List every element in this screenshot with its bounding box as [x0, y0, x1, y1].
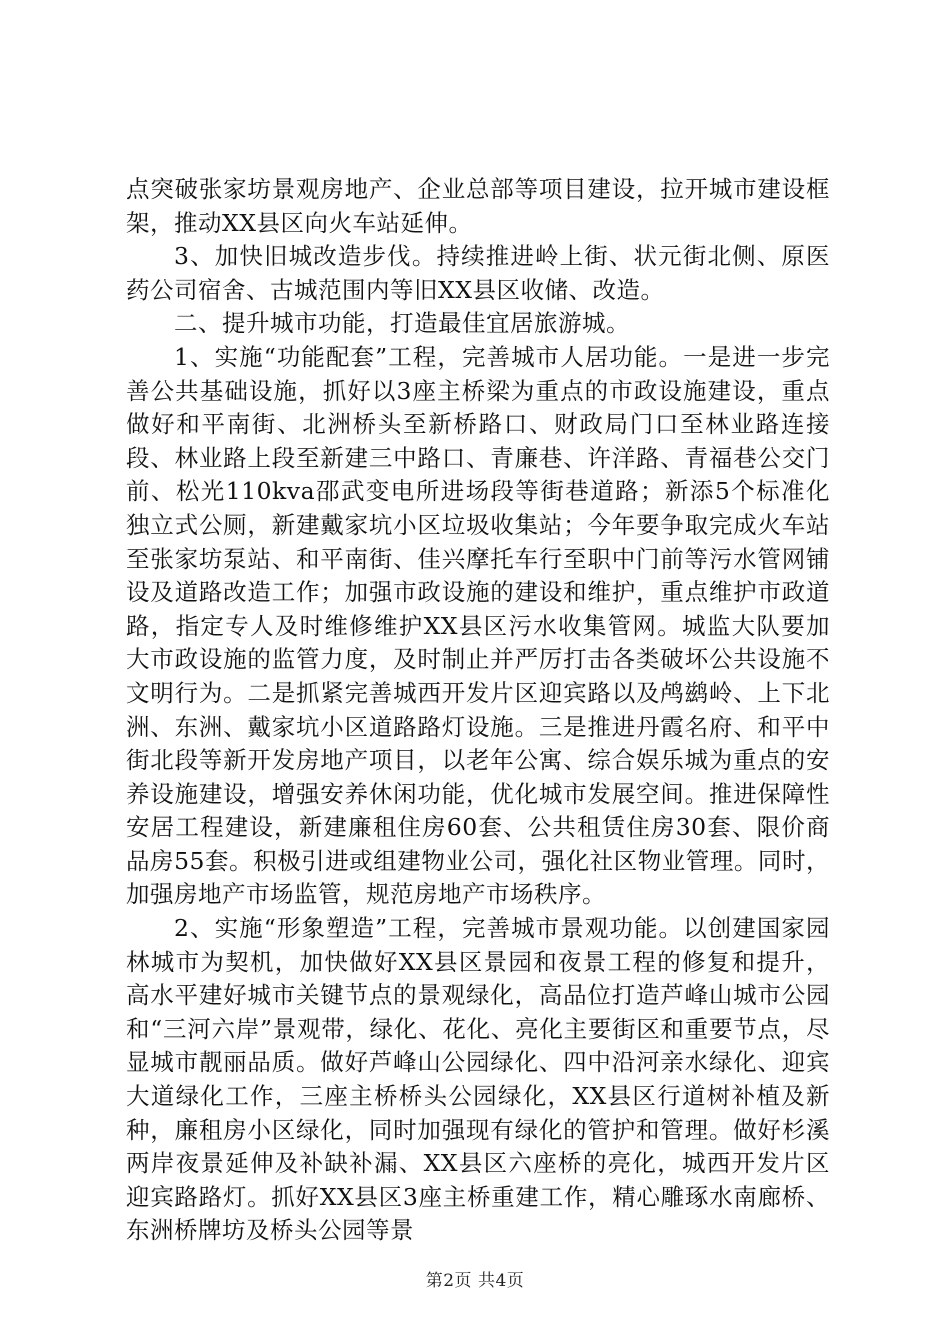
paragraph-image-shaping-project: 2、实施“形象塑造”工程，完善城市景观功能。以创建国家园林城市为契机，加快做好XX县区景园和夜景工程的修复和提升，高水平建好城市关键节点的景观绿化，高品位打造芦峰山城市公园和“三河六岸”景观带，绿化、花化、亮化主要街区和重要节点，尽显城市靓丽品质。做好芦峰山公园绿化、四中沿河亲水绿化、迎宾大道绿化工作，三座主桥桥头公园绿化，XX县区行道树补植及新种，廉租房小区绿化，同时加强现有绿化的管护和管理。做好杉溪两岸夜景延伸及补缺补漏、XX县区六座桥的亮化，城西开发片区迎宾路路灯。抓好XX县区3座主桥重建工作，精心雕琢水南廊桥、东洲桥牌坊及桥头公园等景 — [126, 914, 830, 1245]
document-body — [126, 173, 830, 1248]
paragraph-old-city-renovation: 3、加快旧城改造步伐。持续推进岭上街、状元街北侧、原医药公司宿舍、古城范围内等旧XX县区收储、改造。 — [126, 242, 830, 304]
paragraph-function-support-project: 1、实施“功能配套”工程，完善城市人居功能。一是进一步完善公共基础设施，抓好以3座主桥梁为重点的市政设施建设，重点做好和平南街、北洲桥头至新桥路口、财政局门口至林业路连接段、林业路上段至新建三中路口、青廉巷、许洋路、青福巷公交门前、松光110kva邵武变电所进场段等街巷道路；新添5个标准化独立式公厕，新建戴家坑小区垃圾收集站；今年要争取完成火车站至张家坊泵站、和平南街、佳兴摩托车行至职中门前等污水管网铺设及道路改造工作；加强市政设施的建设和维护，重点维护市政道路，指定专人及时维修维护XX县区污水收集管网。城监大队要加大市政设施的监管力度，及时制止并严厉打击各类破坏公共设施不文明行为。二是抓紧完善城西开发片区迎宾路以及鸬鹚岭、上下北洲、东洲、戴家坑小区道路路灯设施。三是推进丹霞名府、和平中街北段等新开发房地产项目，以老年公寓、综合娱乐城为重点的安养设施建设，增强安养休闲功能，优化城市发展空间。推进保障性安居工程建设，新建廉租住房60套、公共租赁住房30套、限价商品房55套。积极引进或组建物业公司，强化社区物业管理。同时，加强房地产市场监管，规范房地产市场秩序。 — [126, 342, 830, 909]
paragraph-continuation: 点突破张家坊景观房地产、企业总部等项目建设，拉开城市建设框架，推动XX县区向火车站延伸。 — [126, 175, 830, 237]
section-heading-city-function: 二、提升城市功能，打造最佳宜居旅游城。 — [174, 309, 630, 338]
page-number-footer: 第2页 共4页 — [425, 1271, 525, 1291]
